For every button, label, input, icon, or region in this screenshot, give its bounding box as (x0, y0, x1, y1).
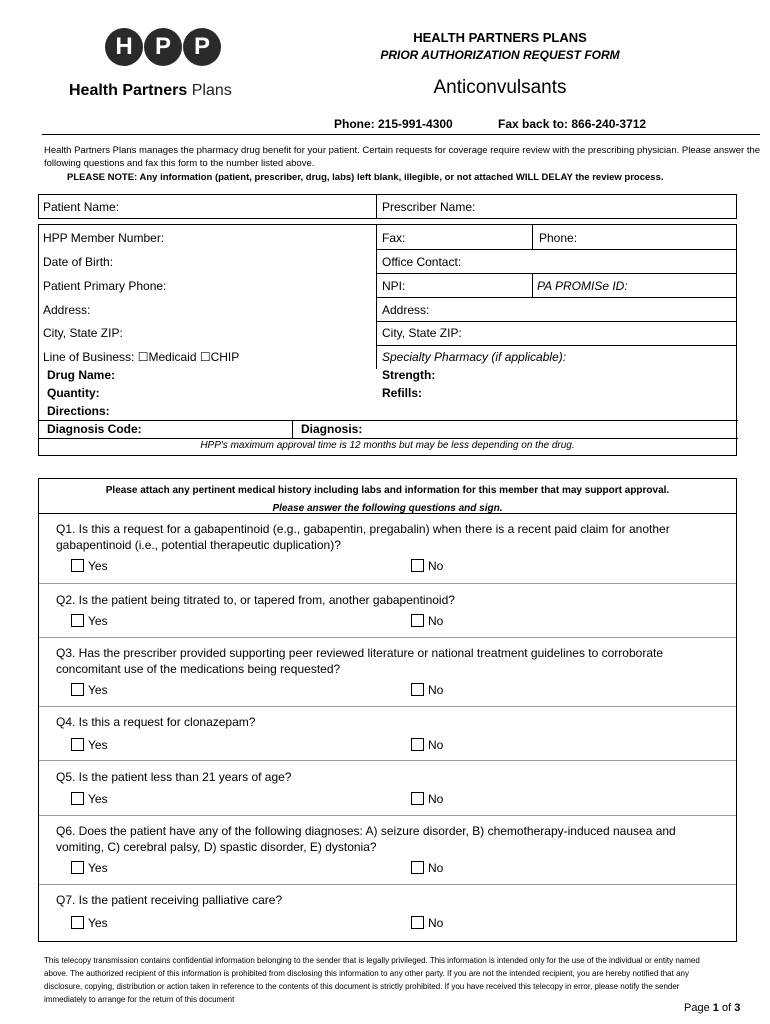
page-number (684, 1002, 740, 1014)
please-note: PLEASE NOTE: Any information (patient, prescriber, drug, labs) left blank, illegible, or not attached WILL DELAY the review process. (67, 172, 664, 183)
names-box (38, 194, 737, 219)
questions-box (38, 514, 737, 942)
pa-promise-field[interactable]: PA PROMISe ID: (537, 279, 628, 293)
page-total: 3 (734, 1002, 741, 1014)
patient-phone-field[interactable]: Patient Primary Phone: (43, 279, 167, 293)
q6-no-label: No (428, 861, 444, 875)
q1-no-checkbox[interactable] (411, 559, 424, 572)
patient-name-field[interactable]: Patient Name: (43, 200, 120, 214)
page-prefix: Page (684, 1002, 710, 1014)
prescriber-name-field[interactable]: Prescriber Name: (382, 200, 476, 214)
attach-instructions (38, 478, 737, 514)
fax-number: Fax back to: 866-240-3712 (498, 117, 647, 131)
fax-field[interactable]: Fax: (382, 231, 406, 245)
question-7: Q7. Is the patient receiving palliative care? (56, 893, 283, 907)
attach-line-1: Please attach any pertinent medical history including labs and information for this member that may support approval. (105, 485, 670, 496)
diagnosis-code-field[interactable]: Diagnosis Code: (47, 422, 142, 436)
logo-letter: H (105, 28, 143, 66)
npi-field[interactable]: NPI: (382, 279, 406, 293)
hpp-logo (105, 28, 222, 66)
directions-field[interactable]: Directions: (47, 404, 110, 418)
q4-no-label: No (428, 738, 444, 752)
approval-note: HPP's maximum approval time is 12 months but may be less depending on the drug. (200, 440, 575, 451)
q5-no-label: No (428, 792, 444, 806)
page-current: 1 (712, 1002, 719, 1014)
confidentiality-disclaimer: This telecopy transmission contains confidential information belonging to the sender that is legally privileged. This information is intended only for the use of the individual or entity named above. The authorized recipient of this information is prohibited from disclosing this information to any other party. If you are not the intended recipient, you are hereby notified that any disclosure, copying, distribution or action taken in reference to the contents of this document is strictly prohibited. If you have received this telecopy in error, please notify the sender immediately to arrange for the return of this document (44, 956, 700, 1004)
logo-name-light: Plans (191, 82, 232, 99)
member-number-field[interactable]: HPP Member Number: (43, 231, 165, 245)
q7-no-checkbox[interactable] (411, 916, 424, 929)
q3-no-checkbox[interactable] (411, 683, 424, 696)
form-org-title: HEALTH PARTNERS PLANS (413, 30, 587, 45)
q4-no-checkbox[interactable] (411, 738, 424, 751)
dob-field[interactable]: Date of Birth: (43, 255, 114, 269)
details-box (38, 224, 737, 456)
phone-field[interactable]: Phone: (539, 231, 578, 245)
line-of-business[interactable]: Line of Business: ☐Medicaid ☐CHIP (43, 350, 240, 364)
diagnosis-field[interactable]: Diagnosis: (301, 422, 363, 436)
q3-yes-checkbox[interactable] (71, 683, 84, 696)
question-5: Q5. Is the patient less than 21 years of age? (56, 770, 292, 784)
prescriber-city-field[interactable]: City, State ZIP: (382, 326, 462, 340)
form-subtitle: PRIOR AUTHORIZATION REQUEST FORM (380, 48, 620, 62)
q7-yes-label: Yes (88, 916, 108, 930)
q2-yes-checkbox[interactable] (71, 614, 84, 627)
phone-number: Phone: 215-991-4300 (334, 117, 453, 131)
logo-letter: P (183, 28, 221, 66)
q7-no-label: No (428, 916, 444, 930)
q5-yes-label: Yes (88, 792, 108, 806)
patient-city-field[interactable]: City, State ZIP: (43, 326, 123, 340)
question-1: Q1. Is this a request for a gabapentinoid (e.g., gabapentin, pregabalin) when there is a recent paid claim for another gabapentinoid (i.e., potential therapeutic duplication)? (56, 522, 670, 552)
q2-yes-label: Yes (88, 614, 108, 628)
q5-no-checkbox[interactable] (411, 792, 424, 805)
quantity-field[interactable]: Quantity: (47, 386, 100, 400)
office-contact-field[interactable]: Office Contact: (382, 255, 462, 269)
q5-yes-checkbox[interactable] (71, 792, 84, 805)
q2-no-checkbox[interactable] (411, 614, 424, 627)
q1-yes-label: Yes (88, 559, 108, 573)
question-3: Q3. Has the prescriber provided supporting peer reviewed literature or national treatment guidelines to corroborate concomitant use of the medications being requested? (56, 646, 663, 676)
question-2: Q2. Is the patient being titrated to, or tapered from, another gabapentinoid? (56, 593, 455, 607)
patient-address-field[interactable]: Address: (43, 303, 91, 317)
prescriber-address-field[interactable]: Address: (382, 303, 430, 317)
q3-yes-label: Yes (88, 683, 108, 697)
q2-no-label: No (428, 614, 444, 628)
q4-yes-label: Yes (88, 738, 108, 752)
question-6: Q6. Does the patient have any of the following diagnoses: A) seizure disorder, B) chemotherapy-induced nausea and vomiting, C) cerebral palsy, D) spastic disorder, E) dystonia? (56, 824, 676, 854)
logo-letter: P (144, 28, 182, 66)
refills-field[interactable]: Refills: (382, 386, 423, 400)
logo-name-bold: Health Partners (69, 82, 188, 99)
q3-no-label: No (428, 683, 444, 697)
attach-line-2: Please answer the following questions and sign. (272, 503, 503, 514)
q1-no-label: No (428, 559, 444, 573)
q6-yes-label: Yes (88, 861, 108, 875)
specialty-pharmacy-field[interactable]: Specialty Pharmacy (if applicable): (382, 350, 567, 364)
question-4: Q4. Is this a request for clonazepam? (56, 715, 256, 729)
q6-no-checkbox[interactable] (411, 861, 424, 874)
q1-yes-checkbox[interactable] (71, 559, 84, 572)
strength-field[interactable]: Strength: (382, 368, 436, 382)
logo-name (69, 82, 232, 100)
q6-yes-checkbox[interactable] (71, 861, 84, 874)
intro-text: Health Partners Plans manages the pharmacy drug benefit for your patient. Certain requests for coverage require review with the prescribing physician. Please answer the following questions and fax this form to the number listed above. (44, 145, 761, 169)
q7-yes-checkbox[interactable] (71, 916, 84, 929)
drug-class-title: Anticonvulsants (433, 77, 567, 98)
drug-name-field[interactable]: Drug Name: (47, 368, 116, 382)
q4-yes-checkbox[interactable] (71, 738, 84, 751)
header-divider (42, 134, 760, 135)
page-of: of (721, 1002, 732, 1014)
